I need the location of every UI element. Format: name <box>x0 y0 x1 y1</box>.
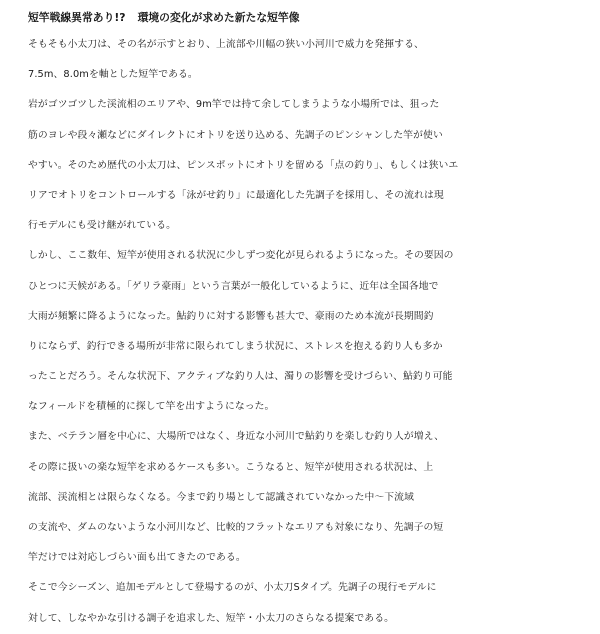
text-line: りにならず、釣行できる場所が非常に限られてしまう状況に、ストレスを抱える釣り人も多か <box>28 340 443 352</box>
text-line: 流部、渓流相とは限らなくなる。今まで釣り場として認識されていなかった中〜下流域 <box>28 491 414 503</box>
text-line: そこで今シーズン、追加モデルとして登場するのが、小太刀Sタイプ。先調子の現行モデルに <box>28 582 437 594</box>
text-line: 対して、しなやかな引ける調子を追求した、短竿・小太刀のさらなる提案である。 <box>28 612 394 624</box>
paragraph-1 <box>28 30 588 90</box>
text-line: そもそも小太刀は、その名が示すとおり、上流部や川幅の狭い小河川で威力を発揮する、 <box>28 39 424 50</box>
text-line: その際に扱いの楽な短竿を求めるケースも多い。こうなると、短竿が使用される状況は、上 <box>28 461 434 473</box>
heading-part-1: 短竿戦線異常あり!? <box>28 11 126 24</box>
article-heading <box>28 0 588 30</box>
text-line: リアでオトリをコントロールする「泳がせ釣り」に最適化した先調子を採用し、その流れは現 <box>28 189 444 201</box>
paragraph-4 <box>28 422 588 573</box>
text-line: なフィールドを積極的に探して竿を出すようになった。 <box>28 401 275 413</box>
text-line: の支流や、ダムのないような小河川など、比較的フラットなエリアも対象になり、先調子の短 <box>28 522 444 533</box>
text-line: しかし、ここ数年、短竿が使用される状況に少しずつ変化が見られるようになった。その要因の <box>28 250 454 262</box>
text-line: やすい。そのため歴代の小太刀は、ピンスポットにオトリを留める「点の釣り」、もしくは狭いエ <box>28 159 459 171</box>
text-line: ったことだろう。そんな状況下、アクティブな釣り人は、濁りの影響を受けづらい、鮎釣り可能 <box>28 371 453 383</box>
paragraph-3 <box>28 241 588 422</box>
heading-part-2: 環境の変化が求めた新たな短竿像 <box>137 11 300 24</box>
text-line: 筋のヨレや段々瀬などにダイレクトにオトリを送り込める、先調子のピンシャンした竿が使い <box>28 129 443 141</box>
text-line: 大雨が頻繁に降るようになった。鮎釣りに対する影響も甚大で、豪雨のため本流が長期間釣 <box>28 310 434 322</box>
text-line: ひとつに天候がある。「ゲリラ豪雨」という言葉が一般化しているように、近年は全国各地で <box>28 280 439 292</box>
text-line: 岩がゴツゴツした渓流相のエリアや、9m竿では持て余してしまうような小場所では、狙った <box>28 99 440 111</box>
text-line: 7.5m、8.0mを軸とした短竿である。 <box>28 69 198 81</box>
article-body <box>28 0 588 634</box>
paragraph-5 <box>28 573 588 633</box>
text-line: また、ベテラン層を中心に、大場所ではなく、身近な小河川で鮎釣りを楽しむ釣り人が増え、 <box>28 431 445 443</box>
paragraph-2 <box>28 90 588 241</box>
text-line: 行モデルにも受け継がれている。 <box>28 220 176 232</box>
text-line: 竿だけでは対応しづらい面も出てきたのである。 <box>28 552 246 564</box>
